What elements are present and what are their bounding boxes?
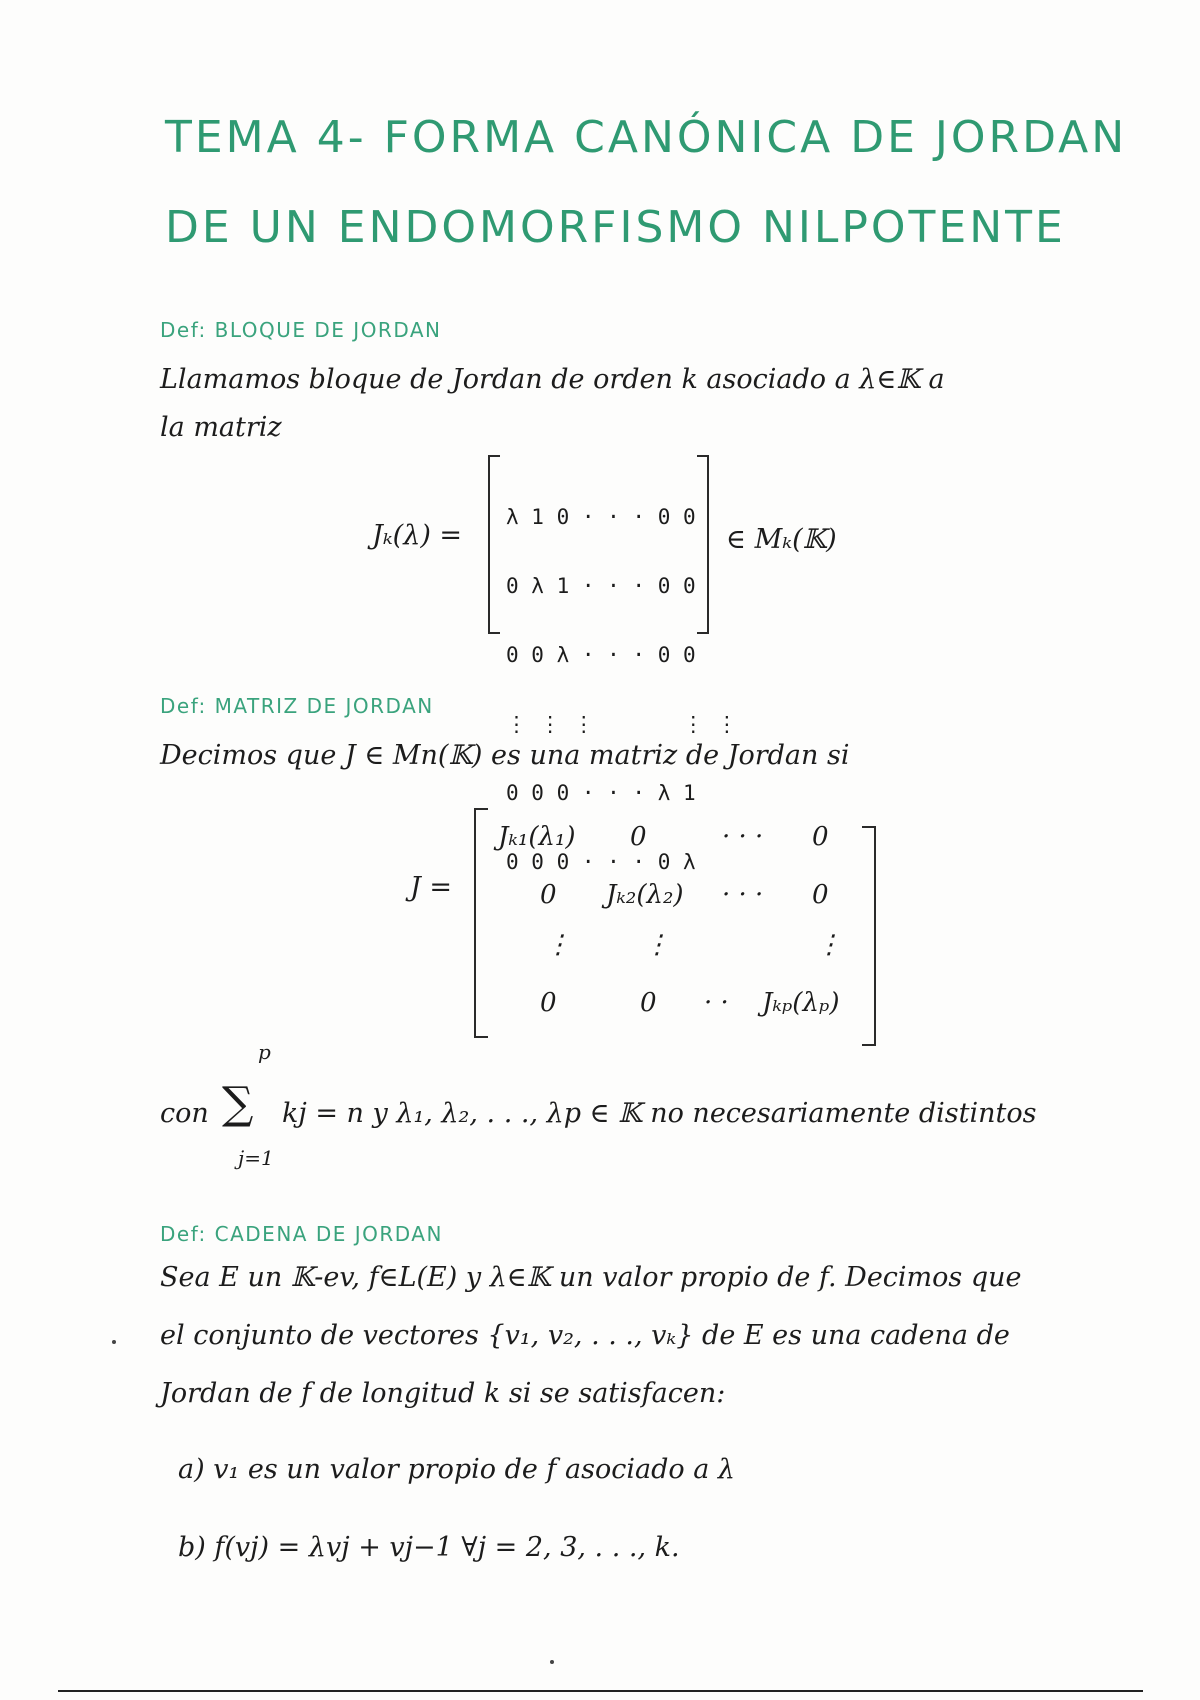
block-cell: 0 (640, 988, 657, 1018)
def1-text-line-1: Llamamos bloque de Jordan de orden k asociado a λ∈𝕂 a (160, 364, 945, 395)
block-cell: ⋮ (545, 930, 571, 960)
jordan-block-lhs: Jₖ(λ) = (372, 520, 463, 551)
matrix-row: 0 0 λ · · · 0 0 (506, 643, 696, 667)
con-word: con (160, 1098, 209, 1129)
jordan-matrix-lhs: J = (410, 872, 453, 903)
def-heading-jordan-matrix: Def: MATRIZ DE JORDAN (160, 694, 434, 718)
block-cell: · · · (722, 880, 764, 910)
def3-text-line-2: el conjunto de vectores {v₁, v₂, . . ., vₖ} de E es una cadena de (160, 1320, 1010, 1351)
matrix-row: 0 0 0 · · · 0 λ (506, 850, 696, 874)
def2-text-line-1: Decimos que J ∈ Mn(𝕂) es una matriz de Jordan si (160, 740, 850, 771)
page-bottom-rule (58, 1690, 1143, 1692)
def3-text-line-3: Jordan de f de longitud k si se satisfacen: (160, 1378, 726, 1409)
block-matrix-right-bracket (862, 826, 876, 1046)
block-cell: 0 (630, 822, 647, 852)
matrix-row: 0 λ 1 · · · 0 0 (506, 574, 696, 598)
matrix-row: λ 1 0 · · · 0 0 (506, 505, 696, 529)
block-cell: 0 (812, 880, 829, 910)
sum-condition: kj = n y λ₁, λ₂, . . ., λp ∈ 𝕂 no necesariamente distintos (282, 1098, 1037, 1129)
block-cell: ⋮ (816, 930, 842, 960)
block-cell: ⋮ (644, 930, 670, 960)
sum-upper-limit: p (258, 1040, 271, 1064)
matrix-right-bracket (697, 455, 709, 634)
sum-lower-limit: j=1 (238, 1146, 274, 1170)
sigma-symbol: ∑ (222, 1078, 254, 1129)
def-heading-jordan-chain: Def: CADENA DE JORDAN (160, 1222, 443, 1246)
title-line-1: TEMA 4- FORMA CANÓNICA DE JORDAN (165, 112, 1128, 163)
condition-a: a) v₁ es un valor propio de f asociado a λ (178, 1454, 735, 1485)
title-line-2: DE UN ENDOMORFISMO NILPOTENTE (165, 202, 1066, 253)
matrix-row: ⋮ ⋮ ⋮ ⋮ ⋮ (506, 712, 738, 736)
block-cell: · · · (722, 822, 764, 852)
def-heading-jordan-block: Def: BLOQUE DE JORDAN (160, 318, 442, 342)
stray-dot (112, 1340, 116, 1344)
block-cell: 0 (540, 880, 557, 910)
jordan-block-rhs: ∈ Mₖ(𝕂) (726, 524, 837, 555)
block-cell: Jₖ₂(λ₂) (606, 880, 684, 910)
stray-dot (550, 1660, 554, 1664)
def1-text-line-2: la matriz (160, 412, 282, 443)
block-cell: · · (704, 988, 729, 1018)
condition-b: b) f(vj) = λvj + vj−1 ∀j = 2, 3, . . ., k. (178, 1532, 680, 1563)
block-cell: 0 (540, 988, 557, 1018)
def3-text-line-1: Sea E un 𝕂-ev, f∈L(E) y λ∈𝕂 un valor propio de f. Decimos que (160, 1262, 1022, 1293)
block-cell: 0 (812, 822, 829, 852)
matrix-left-bracket (488, 455, 500, 634)
block-cell: Jₖₚ(λₚ) (762, 988, 840, 1018)
matrix-row: 0 0 0 · · · λ 1 (506, 781, 696, 805)
block-matrix-left-bracket (474, 808, 488, 1038)
block-cell: Jₖ₁(λ₁) (498, 822, 576, 852)
